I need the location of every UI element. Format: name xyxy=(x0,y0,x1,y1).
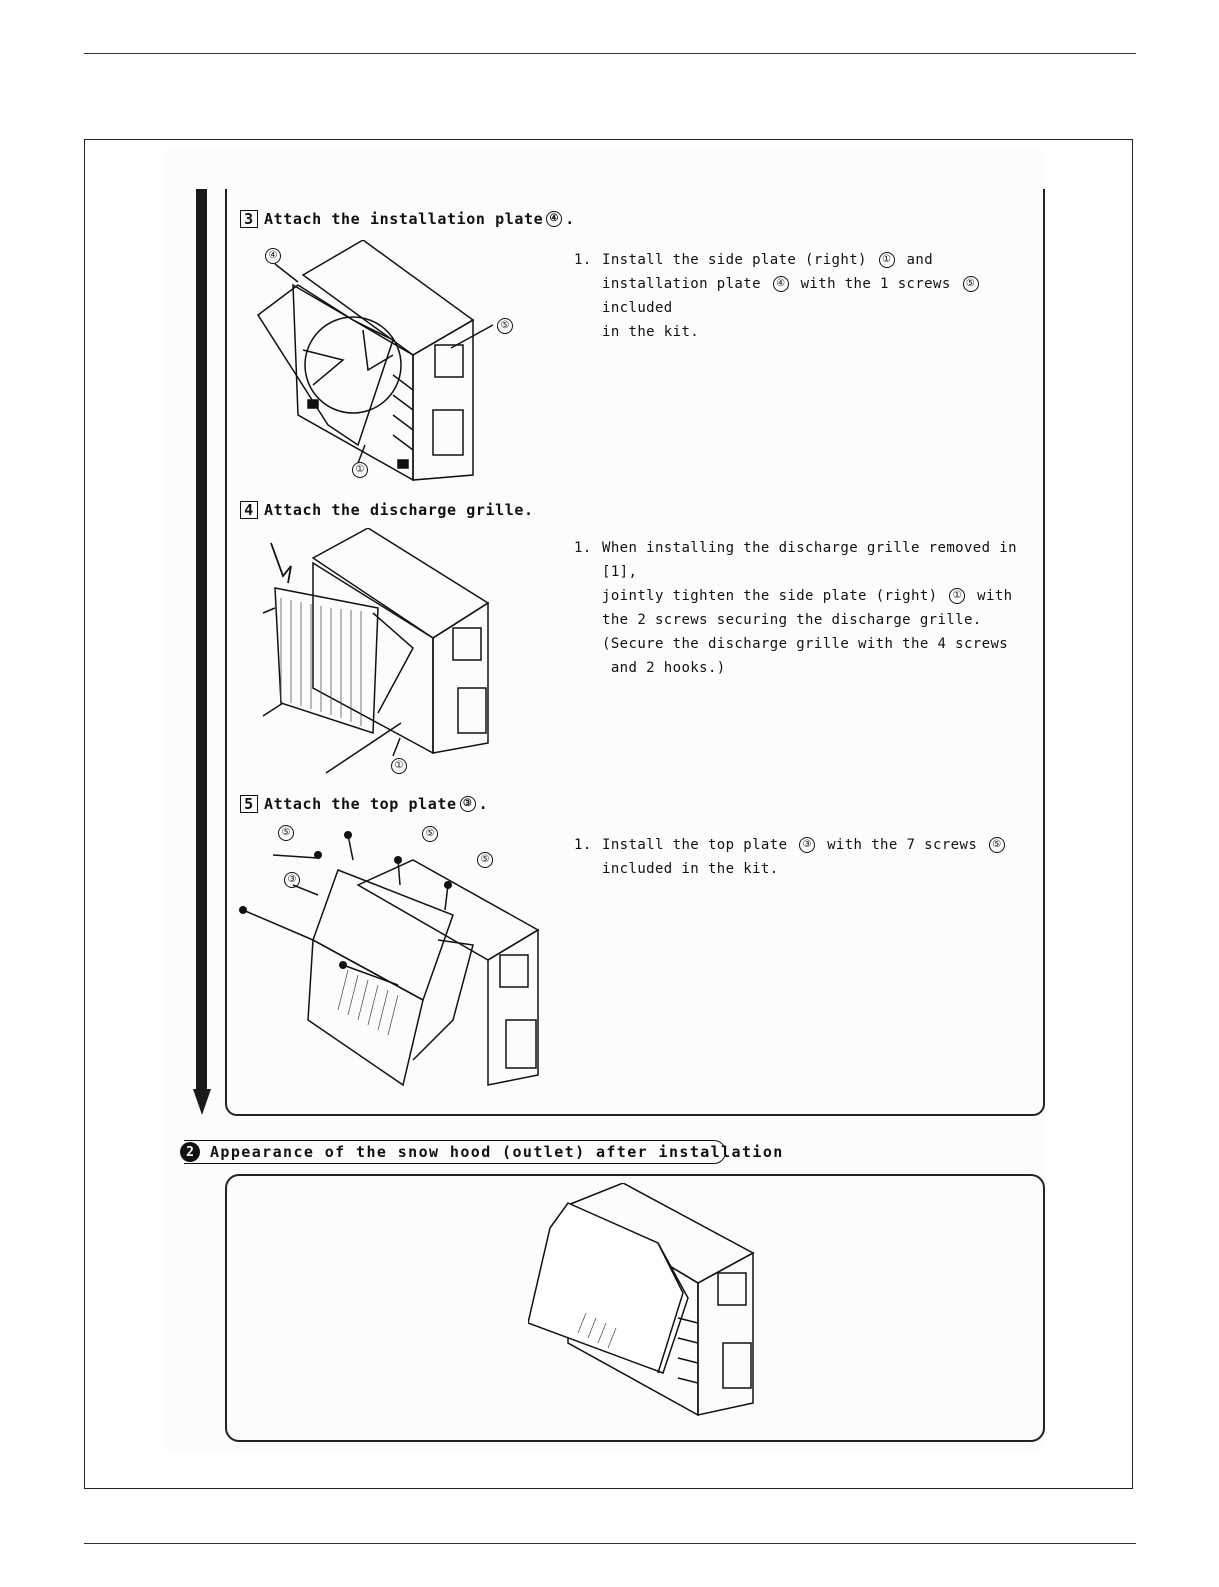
callout-3: ③ xyxy=(284,872,300,888)
step-5-instructions: 1. Install the top plate ③ with the 7 screws ⑤ included in the kit. xyxy=(574,833,1034,881)
section-2-banner xyxy=(184,1140,784,1164)
callout-5: ⑤ xyxy=(497,318,513,334)
installed-snow-hood-illustration xyxy=(528,1183,764,1421)
section-title: Appearance of the snow hood (outlet) after installation xyxy=(210,1143,784,1161)
step-3-illustration xyxy=(243,240,533,490)
step-5-illustration xyxy=(238,830,548,1090)
step-3-instructions: 1. Install the side plate (right) ① and installation plate ④ with the 1 screws ⑤ included in the kit. xyxy=(574,248,1034,344)
step-number: 4 xyxy=(240,501,258,519)
instruction-number: 1. xyxy=(574,252,592,268)
step-4-illustration xyxy=(243,528,503,778)
step-title-text: Attach the discharge grille. xyxy=(264,501,534,519)
footer-rule xyxy=(84,1543,1136,1544)
callout-1: ① xyxy=(391,758,407,774)
step-title-text: Attach the installation plate xyxy=(264,210,544,228)
step-4-instructions: 1. When installing the discharge grille removed in [1], jointly tighten the side plate (right) ① with the 2 screws securing the discharge grille. (Secure the discharge grille with the 4 screws and 2 hooks.) xyxy=(574,536,1034,680)
callout-5: ⑤ xyxy=(278,825,294,841)
step-number: 3 xyxy=(240,210,258,228)
step-4-title xyxy=(240,501,534,519)
callout-4: ④ xyxy=(265,248,281,264)
step-5-title: 5 Attach the top plate ③ . xyxy=(240,795,488,813)
instruction-number: 1. xyxy=(574,837,592,853)
step-title-text: Attach the top plate xyxy=(264,795,457,813)
callout-ref: ③ xyxy=(460,796,476,812)
instruction-number: 1. xyxy=(574,540,592,556)
step-number: 5 xyxy=(240,795,258,813)
flow-arrow-icon xyxy=(193,189,211,1115)
callout-ref: ④ xyxy=(546,211,562,227)
header-rule xyxy=(84,53,1136,54)
step-3-title: 3 Attach the installation plate ④ . xyxy=(240,210,575,228)
callout-5: ⑤ xyxy=(477,852,493,868)
callout-1: ① xyxy=(352,462,368,478)
section-number: 2 xyxy=(180,1142,200,1162)
callout-5: ⑤ xyxy=(422,826,438,842)
